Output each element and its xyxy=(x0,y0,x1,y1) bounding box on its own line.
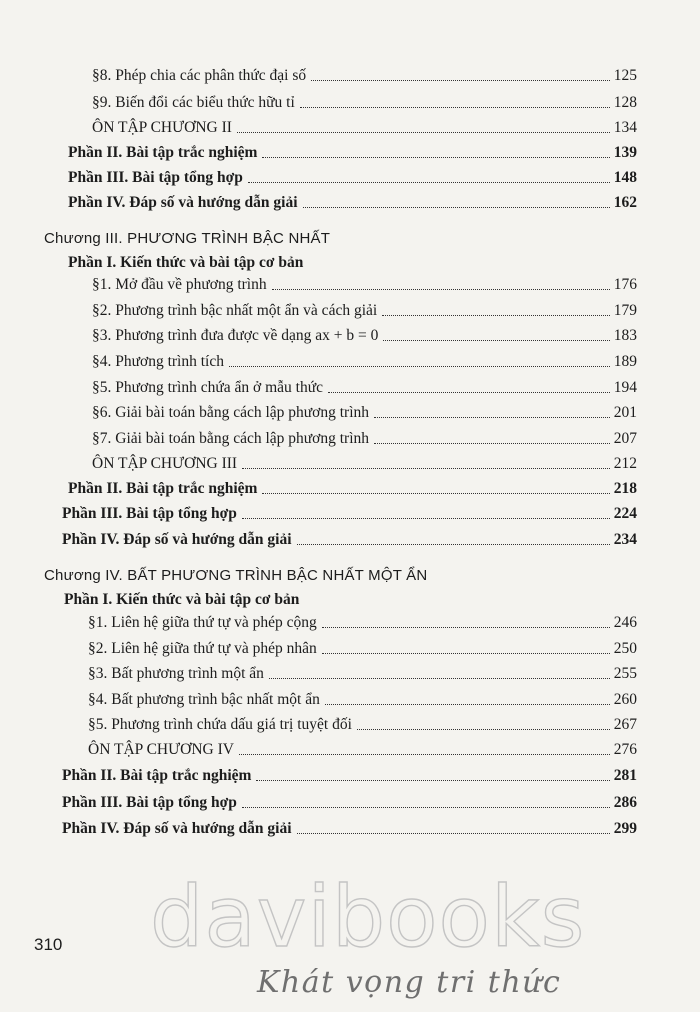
leader-dots xyxy=(383,340,610,341)
toc-entry xyxy=(92,275,637,295)
toc-entry-title: §4. Phương trình tích xyxy=(92,353,224,370)
toc-entry-title: §6. Giải bài toán bằng cách lập phương trình xyxy=(92,404,370,421)
toc-entry xyxy=(88,639,637,659)
toc-entry xyxy=(92,66,637,86)
leader-dots xyxy=(322,627,610,628)
toc-entry-title: §1. Liên hệ giữa thứ tự và phép cộng xyxy=(88,614,317,631)
toc-entry-title: §5. Phương trình chứa ẩn ở mẫu thức xyxy=(92,379,324,396)
toc-page-number: 212 xyxy=(613,455,637,472)
leader-dots xyxy=(322,653,610,654)
toc-part-entry xyxy=(62,530,637,550)
leader-dots xyxy=(242,468,610,469)
toc-part-title: Phần IV. Đáp số và hướng dẫn giải xyxy=(68,194,298,211)
toc-entry xyxy=(92,454,637,474)
toc-page-number: 246 xyxy=(613,614,637,631)
leader-dots xyxy=(229,366,610,367)
toc-part-entry xyxy=(68,143,637,163)
toc-entry xyxy=(92,352,637,372)
toc-page-number: 260 xyxy=(613,691,637,708)
leader-dots xyxy=(239,754,610,755)
toc-part-title: Phần IV. Đáp số và hướng dẫn giải xyxy=(62,820,292,837)
leader-dots xyxy=(374,443,610,444)
toc-entry xyxy=(88,613,637,633)
toc-entry-title: §7. Giải bài toán bằng cách lập phương trình xyxy=(92,430,370,447)
toc-part-title: Phần III. Bài tập tổng hợp xyxy=(68,169,243,186)
watermark-tagline: Khát vọng tri thức xyxy=(257,965,562,1000)
toc-entry xyxy=(92,93,637,113)
leader-dots xyxy=(242,807,610,808)
leader-dots xyxy=(325,704,610,705)
toc-entry xyxy=(88,715,637,735)
toc-part-entry xyxy=(62,504,637,524)
toc-page-number: 207 xyxy=(613,430,637,447)
toc-page-number: 125 xyxy=(613,67,637,84)
chapter-heading: Chương III. PHƯƠNG TRÌNH BẬC NHẤT xyxy=(44,230,331,247)
leader-dots xyxy=(242,518,610,519)
toc-page-number: 183 xyxy=(613,327,637,344)
toc-entry xyxy=(92,118,637,138)
toc-entry-title: §2. Phương trình bậc nhất một ẩn và cách giải xyxy=(92,302,378,319)
leader-dots xyxy=(262,493,610,494)
toc-part-entry xyxy=(68,168,637,188)
toc-part-entry xyxy=(68,479,637,499)
leader-dots xyxy=(311,80,610,81)
toc-part-entry xyxy=(62,766,637,786)
leader-dots xyxy=(272,289,610,290)
toc-entry xyxy=(92,403,637,423)
toc-page-number: 201 xyxy=(613,404,637,421)
toc-page-number: 255 xyxy=(613,665,637,682)
toc-entry-title: ÔN TẬP CHƯƠNG III xyxy=(92,455,238,472)
toc-page-number: 194 xyxy=(613,379,637,396)
leader-dots xyxy=(269,678,610,679)
leader-dots xyxy=(382,315,610,316)
toc-page-number: 179 xyxy=(613,302,637,319)
leader-dots xyxy=(297,833,610,834)
toc-entry-title: §4. Bất phương trình bậc nhất một ẩn xyxy=(88,691,320,708)
toc-page-number: 176 xyxy=(613,276,637,293)
toc-part-entry xyxy=(68,193,637,213)
toc-entry xyxy=(92,429,637,449)
leader-dots xyxy=(256,780,610,781)
toc-part-title: Phần III. Bài tập tổng hợp xyxy=(62,794,237,811)
watermark-brand: davibooks xyxy=(150,868,586,966)
toc-part-entry xyxy=(62,793,637,813)
part-heading: Phần I. Kiến thức và bài tập cơ bản xyxy=(64,591,300,608)
toc-part-title: Phần II. Bài tập trắc nghiệm xyxy=(68,480,258,497)
leader-dots xyxy=(300,107,610,108)
toc-entry xyxy=(92,326,637,346)
toc-part-title: Phần IV. Đáp số và hướng dẫn giải xyxy=(62,531,292,548)
toc-page-number: 286 xyxy=(613,794,637,811)
toc-page-number: 148 xyxy=(613,169,637,186)
toc-part-title: Phần II. Bài tập trắc nghiệm xyxy=(62,767,252,784)
leader-dots xyxy=(357,729,610,730)
leader-dots xyxy=(374,417,610,418)
toc-entry-title: §2. Liên hệ giữa thứ tự và phép nhân xyxy=(88,640,317,657)
part-heading: Phần I. Kiến thức và bài tập cơ bản xyxy=(68,254,304,271)
leader-dots xyxy=(328,392,610,393)
toc-entry xyxy=(88,740,637,760)
toc-part-title: Phần II. Bài tập trắc nghiệm xyxy=(68,144,258,161)
toc-page-number: 128 xyxy=(613,94,637,111)
toc-part-entry xyxy=(62,819,637,839)
toc-entry xyxy=(88,690,637,710)
leader-dots xyxy=(297,544,610,545)
toc-entry-title: ÔN TẬP CHƯƠNG IV xyxy=(88,741,234,758)
toc-entry xyxy=(92,301,637,321)
toc-entry-title: §8. Phép chia các phân thức đại số xyxy=(92,67,307,84)
toc-page-number: 267 xyxy=(613,716,637,733)
toc-page-number: 139 xyxy=(613,144,637,161)
toc-entry-title: §3. Phương trình đưa được về dạng ax + b = 0 xyxy=(92,327,379,344)
toc-entry-title: §9. Biến đổi các biểu thức hữu tỉ xyxy=(92,94,295,111)
leader-dots xyxy=(303,207,610,208)
toc-page-number: 218 xyxy=(613,480,637,497)
toc-page-number: 299 xyxy=(613,820,637,837)
toc-part-title: Phần III. Bài tập tổng hợp xyxy=(62,505,237,522)
page-number: 310 xyxy=(34,935,63,954)
toc-page-number: 276 xyxy=(613,741,637,758)
toc-entry-title: §5. Phương trình chứa dấu giá trị tuyệt đối xyxy=(88,716,352,733)
toc-entry xyxy=(92,378,637,398)
toc-page-number: 134 xyxy=(613,119,637,136)
leader-dots xyxy=(262,157,610,158)
toc-page-number: 234 xyxy=(613,531,637,548)
toc-page-number: 281 xyxy=(613,767,637,784)
toc-page-number: 250 xyxy=(613,640,637,657)
toc-entry-title: §1. Mở đầu về phương trình xyxy=(92,276,267,293)
toc-page-number: 189 xyxy=(613,353,637,370)
toc-page-number: 162 xyxy=(613,194,637,211)
toc-entry-title: §3. Bất phương trình một ẩn xyxy=(88,665,264,682)
toc-entry-title: ÔN TẬP CHƯƠNG II xyxy=(92,119,232,136)
leader-dots xyxy=(248,182,610,183)
chapter-heading: Chương IV. BẤT PHƯƠNG TRÌNH BẬC NHẤT MỘT ẨN xyxy=(44,567,428,584)
leader-dots xyxy=(237,132,610,133)
toc-entry xyxy=(88,664,637,684)
toc-page-number: 224 xyxy=(613,505,637,522)
